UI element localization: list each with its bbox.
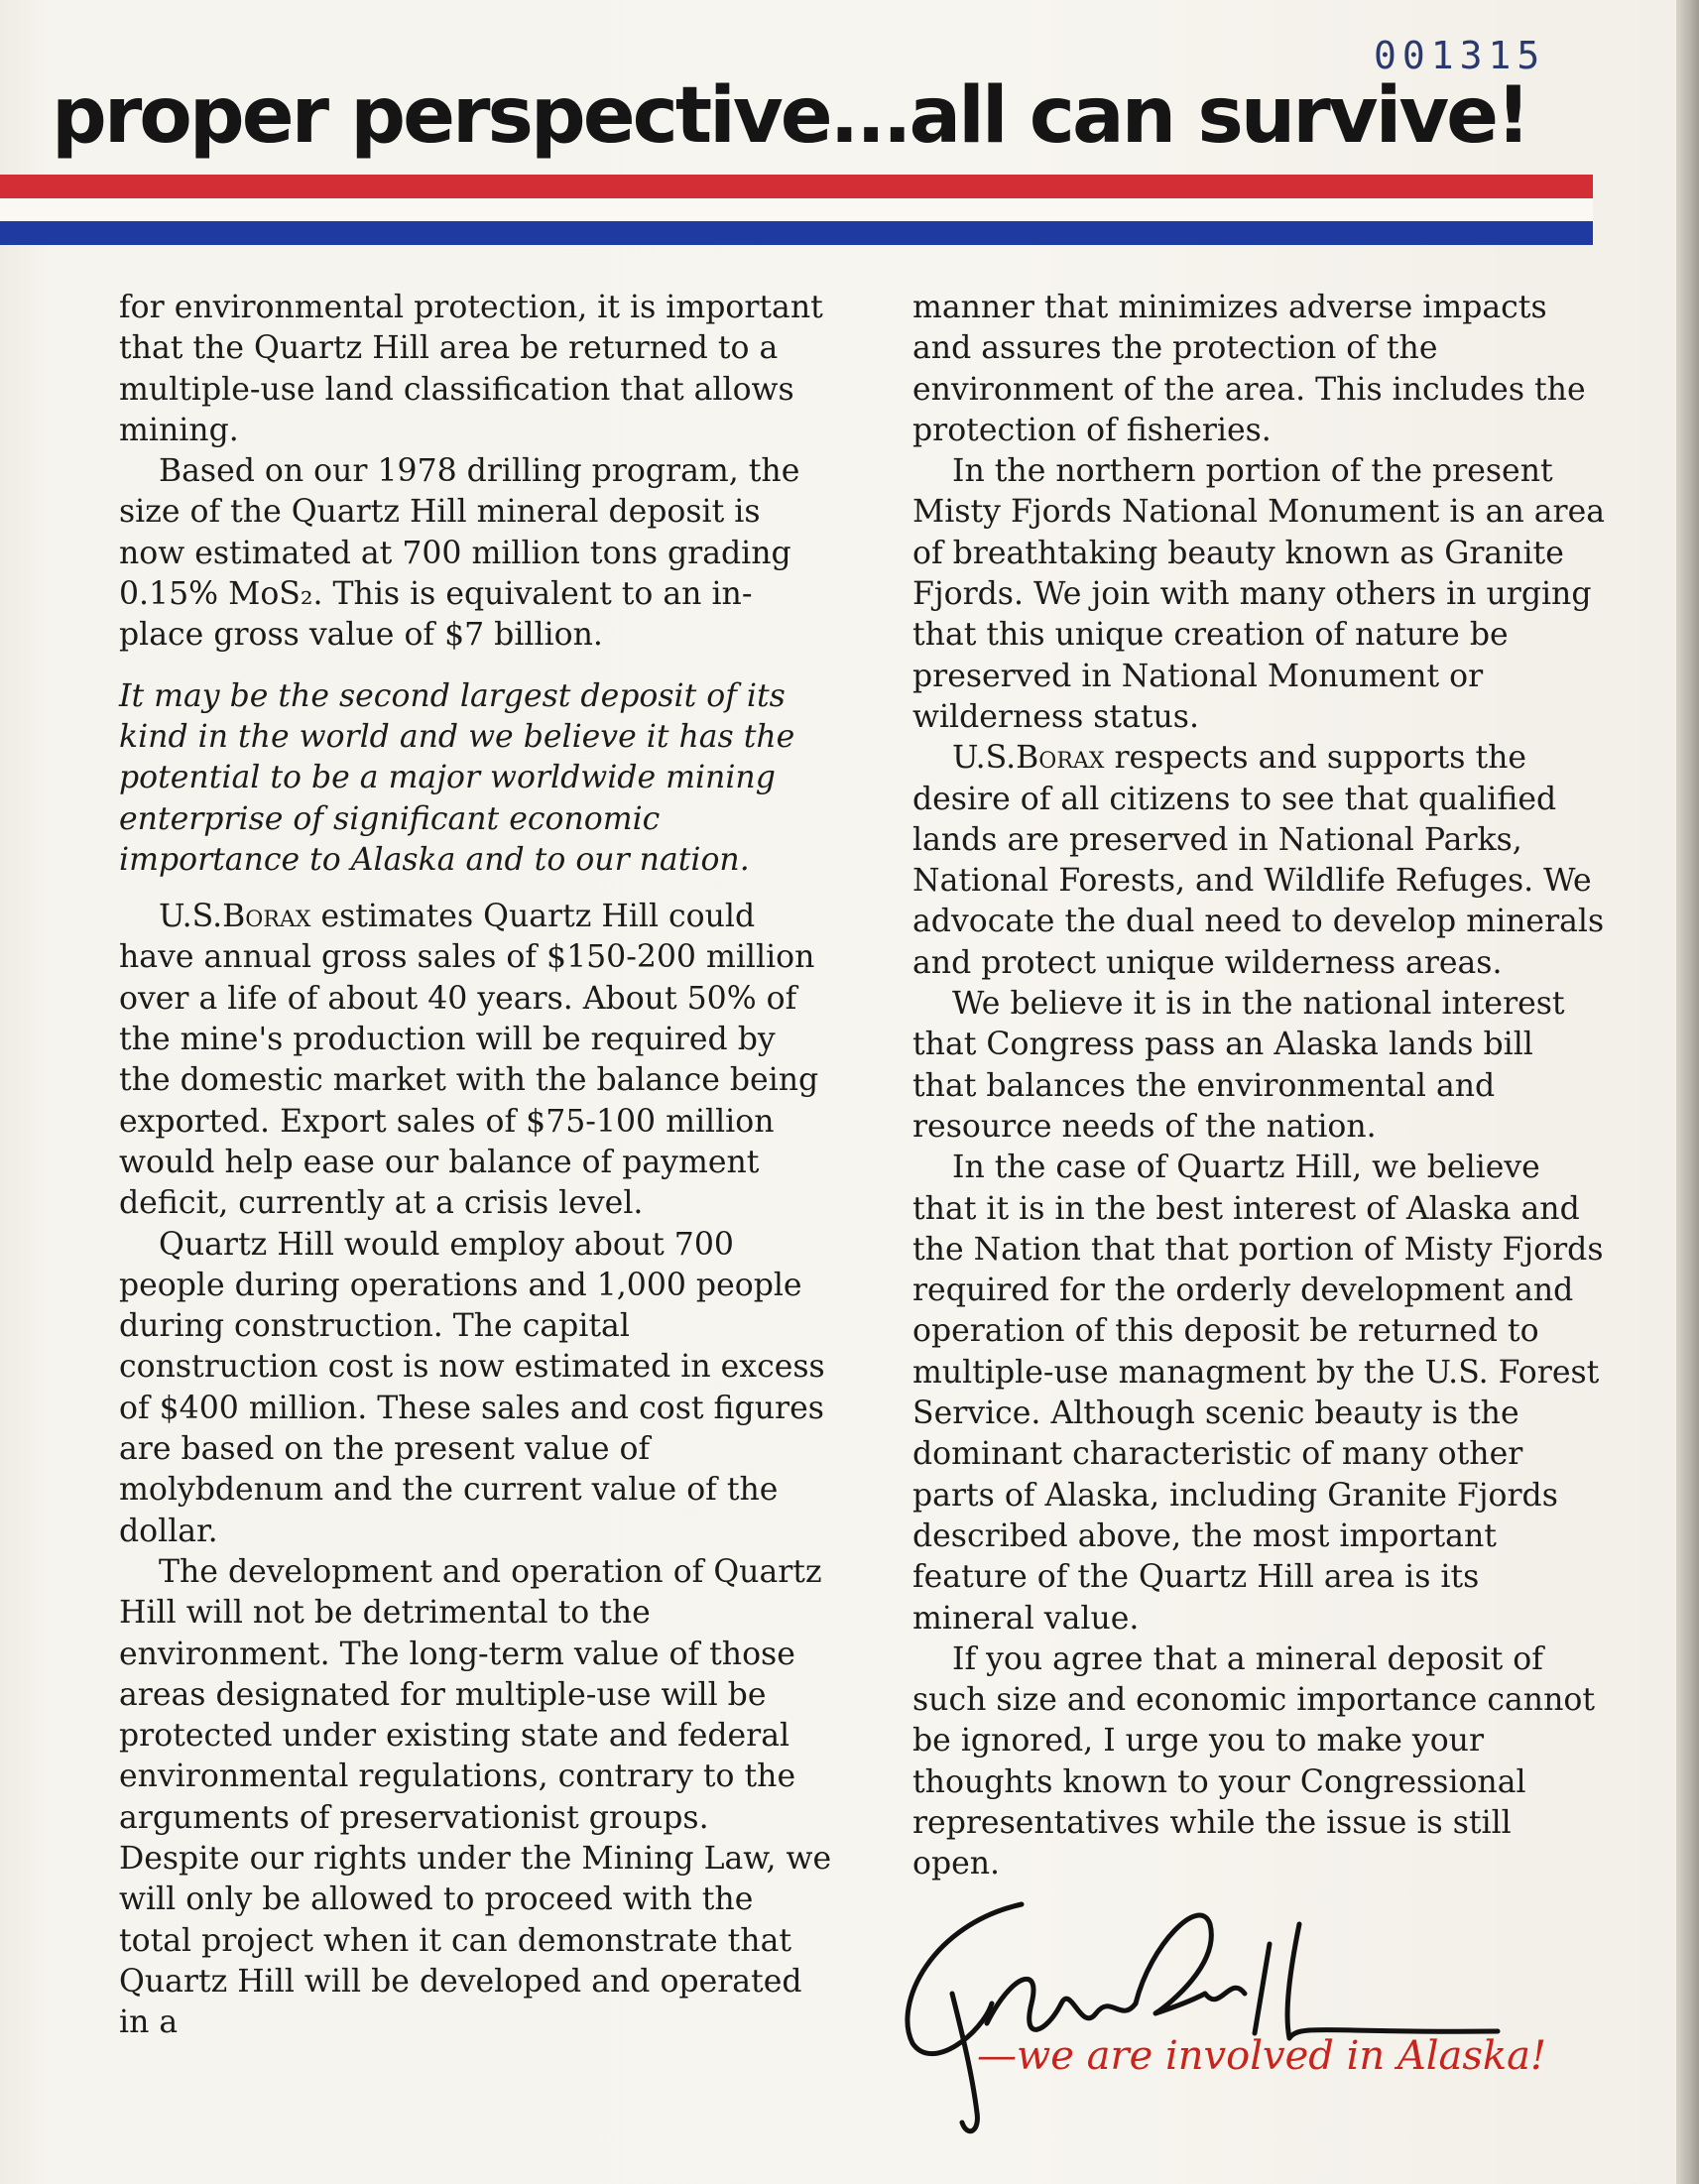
red-stripe (0, 175, 1593, 198)
right-paragraph-3 (912, 738, 1607, 984)
pull-quote: It may be the second largest deposit of its kind in the world and we believe it has the potential to be a major worldwide mining enterprise of significant economic importance to Alaska and to our nation. (119, 677, 795, 878)
handwritten-signature (873, 1884, 1587, 2142)
right-paragraph-2: In the northern portion of the present Misty Fjords National Monument is an area of breathtaking beauty known as Granite Fjords. We join with many others in urging that this unique creation of nature be preserved in National Monument or wilderness status. (912, 453, 1605, 735)
blue-stripe (0, 221, 1593, 245)
page-edge (1676, 0, 1699, 2184)
right-column (912, 288, 1607, 1885)
left-paragraph-2: Based on our 1978 drilling program, the size of the Quartz Hill mineral deposit is now estimated at 700 million tons grading 0.15% MoS₂. This is equivalent to an in-place gross value of $7 billion. (119, 453, 800, 654)
left-paragraph-3 (119, 897, 833, 1224)
left-paragraph-4: Quartz Hill would employ about 700 people during operations and 1,000 people during construction. The capital construction cost is now estimated in excess of $400 million. These sales and cost figures are based on the present value of molybdenum and the current value of the dollar. (119, 1226, 825, 1549)
signature-block (873, 1884, 1587, 2142)
right-paragraph-6: If you agree that a mineral deposit of such size and economic importance cannot be ignored, I urge you to make your thoughts known to your Congressional representatives while the issue is still open. (912, 1640, 1596, 1882)
white-stripe (0, 198, 1593, 221)
headline: proper perspective...all can survive! (52, 71, 1528, 161)
right-paragraph-4: We believe it is in the national interest that Congress pass an Alaska lands bill that balances the environmental and resource needs of the nation. (912, 986, 1565, 1145)
document-stamp: 001315 (1374, 34, 1546, 77)
left-paragraph-1: for environmental protection, it is important that the Quartz Hill area be returned to a multiple-use land classification that allows mining. (119, 290, 823, 448)
brand-name: U.S.Borax (159, 899, 311, 935)
brand-name: U.S.Borax (952, 740, 1105, 777)
left-column (119, 288, 833, 2043)
right-paragraph-5: In the case of Quartz Hill, we believe that it is in the best interest of Alaska and the Nation that that portion of Misty Fjords required for the orderly development and operation of this deposit be returned to multiple-use managment by the U.S. Forest Service. Although scenic beauty is the dominant characteristic of many other parts of Alaska, including Granite Fjords described above, the most important feature of the Quartz Hill area is its mineral value. (912, 1150, 1604, 1637)
tagline: —we are involved in Alaska! (977, 2033, 1547, 2079)
left-paragraph-5: The development and operation of Quartz Hill will not be detrimental to the environment. The long-term value of those areas designated for multiple-use will be protected under existing state and federal environmental regulations, contrary to the arguments of preservationist groups. Despite our rights under the Mining Law, we will only be allowed to proceed with the total project when it can demonstrate that Quartz Hill will be developed and operated in a (119, 1553, 832, 2041)
left-paragraph-3-text: estimates Quartz Hill could have annual gross sales of $150-200 million over a life of about 40 years. About 50% of the mine's production will be required by the domestic market with the balance being exported. Export sales of $75-100 million would help ease our balance of payment deficit, currently at a crisis level. (119, 899, 819, 1222)
right-paragraph-1: manner that minimizes adverse impacts and assures the protection of the environment of the area. This includes the protection of fisheries. (912, 290, 1586, 448)
right-paragraph-3-text: respects and supports the desire of all citizens to see that qualified lands are preserved in National Parks, National Forests, and Wildlife Refuges. We advocate the dual need to develop minerals and protect unique wilderness areas. (912, 740, 1605, 981)
